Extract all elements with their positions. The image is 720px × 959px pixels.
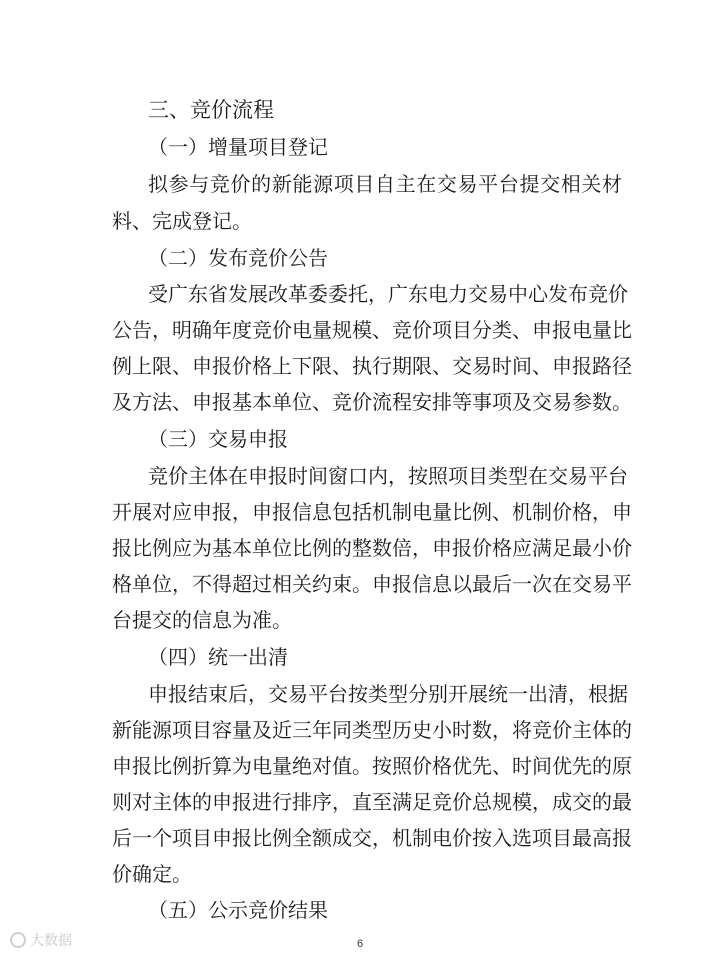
paragraph-line: 料、完成登记。 — [112, 209, 252, 233]
paragraph-line: 拟参与竞价的新能源项目自主在交易平台提交相关材 — [148, 172, 622, 196]
paragraph-line: 则对主体的申报进行排序，直至满足竞价总规模，成交的最 — [112, 790, 632, 814]
paragraph-line: 及方法、申报基本单位、竞价流程安排等事项及交易参数。 — [112, 390, 632, 414]
watermark-text: 大数据 — [30, 933, 72, 949]
paragraph-line: 新能源项目容量及近三年同类型历史小时数，将竞价主体的 — [112, 718, 632, 742]
paragraph-line: 后一个项目申报比例全额成交，机制电价按入选项目最高报 — [112, 826, 632, 850]
paragraph-line: 受广东省发展改革委委托，广东电力交易中心发布竞价 — [148, 282, 628, 306]
subsection-heading: （五）公示竞价结果 — [148, 898, 328, 922]
paragraph-line: 开展对应申报，申报信息包括机制电量比例、机制价格，申 — [112, 500, 632, 524]
paragraph-line: 公告，明确年度竞价电量规模、竞价项目分类、申报电量比 — [112, 318, 632, 342]
subsection-heading: （三）交易申报 — [148, 427, 288, 451]
subsection-heading: （二）发布竞价公告 — [148, 246, 328, 270]
paragraph-line: 竞价主体在申报时间窗口内，按照项目类型在交易平台 — [148, 464, 628, 488]
subsection-heading: （四）统一出清 — [148, 645, 288, 669]
paragraph-line: 台提交的信息为准。 — [112, 608, 292, 632]
paragraph-line: 格单位，不得超过相关约束。申报信息以最后一次在交易平 — [112, 572, 632, 596]
paragraph-line: 申报结束后，交易平台按类型分别开展统一出清，根据 — [148, 682, 628, 706]
paragraph-line: 价确定。 — [112, 862, 192, 886]
paragraph-line: 申报比例折算为电量绝对值。按照价格优先、时间优先的原 — [112, 754, 632, 778]
page-number: 6 — [356, 938, 364, 950]
subsection-heading: （一）增量项目登记 — [148, 135, 328, 159]
watermark — [10, 930, 72, 950]
section-title: 三、竞价流程 — [148, 98, 274, 122]
paragraph-line: 报比例应为基本单位比例的整数倍，申报价格应满足最小价 — [112, 536, 632, 560]
paragraph-line: 例上限、申报价格上下限、执行期限、交易时间、申报路径 — [112, 354, 632, 378]
watermark-logo-icon — [10, 932, 26, 948]
